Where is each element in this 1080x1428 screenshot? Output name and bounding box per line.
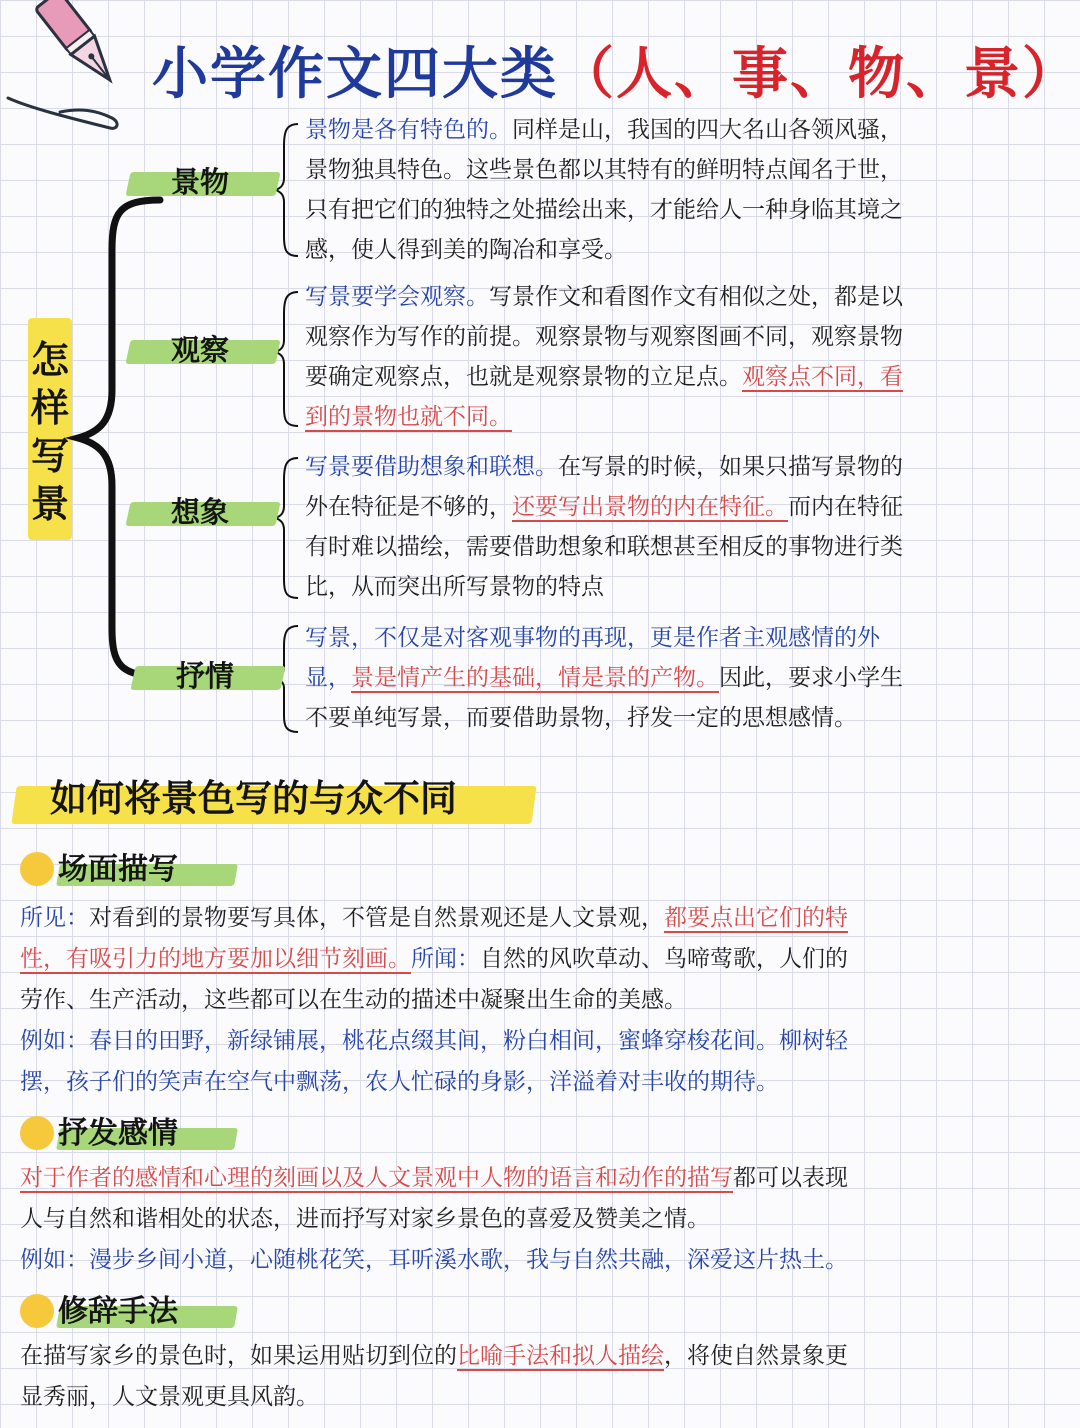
text-line — [305, 190, 1065, 230]
category-text-shuqing — [305, 618, 1065, 738]
text-segment: 要确定观察点，也就是观察景物的立足点。 — [305, 364, 742, 390]
text-segment: 有时难以描绘，需要借助想象和联想甚至相反的事物进行类 — [305, 534, 903, 560]
text-segment: 观察作为写作的前提。观察景物与观察图画不同，观察景物 — [305, 324, 903, 350]
side-title: 怎样写景 — [30, 338, 69, 526]
text-line — [305, 527, 1065, 567]
text-line — [305, 487, 1065, 527]
title-sub: （人、事、物、景） — [558, 42, 1080, 107]
bullet-dot-icon — [20, 1116, 54, 1150]
text-segment: 因此，要求小学生 — [719, 665, 903, 691]
category-label-jingwu: 景物 — [140, 160, 260, 196]
category-label-guancha: 观察 — [140, 328, 260, 364]
paragraph-xiuci — [20, 1336, 1068, 1418]
text-line — [20, 980, 1068, 1021]
bullet-dot-icon — [20, 1294, 54, 1328]
text-line — [305, 618, 1065, 658]
category-label-xiangxiang: 想象 — [140, 490, 260, 526]
underlined-phrase: 都要点出它们的特 — [664, 905, 848, 931]
underlined-phrase: 对于作者的感情和心理的刻画以及人文景观中人物的语言和动作的描写 — [20, 1165, 733, 1191]
text-segment: 同样是山，我国的四大名山各领风骚， — [512, 117, 903, 143]
mindmap-brackets — [0, 0, 320, 760]
text-segment: 都可以表现 — [733, 1165, 848, 1191]
text-segment: 显秀丽，人文景观更具风韵。 — [20, 1384, 319, 1410]
text-segment: 人与自然和谐相处的状态，进而抒写对家乡景色的喜爱及赞美之情。 — [20, 1206, 710, 1232]
highlighted-phrase: 例如：春日的田野，新绿铺展，桃花点缀其间，粉白相间，蜜蜂穿梭花间。柳树轻 — [20, 1028, 848, 1054]
highlighted-phrase: 景物是各有特色的。 — [305, 117, 512, 143]
highlighted-phrase: 摆，孩子们的笑声在空气中飘荡，农人忙碌的身影，洋溢着对丰收的期待。 — [20, 1069, 779, 1095]
underlined-phrase: 观察点不同，看 — [742, 364, 903, 390]
text-segment: 而内在特征 — [788, 494, 903, 520]
text-line — [305, 150, 1065, 190]
text-segment: 景物独具特色。这些景色都以其特有的鲜明特点闻名于世， — [305, 157, 903, 183]
text-line — [305, 698, 1065, 738]
text-line — [305, 230, 1065, 270]
underlined-phrase: 还要写出景物的内在特征。 — [512, 494, 788, 520]
title-main: 小学作文四大类 — [152, 42, 558, 107]
text-segment: 写景作文和看图作文有相似之处，都是以 — [489, 284, 903, 310]
text-line — [20, 1199, 1068, 1240]
highlighted-phrase: 写景，不仅是对客观事物的再现，更是作者主观感情的外 — [305, 625, 880, 651]
text-line — [305, 447, 1065, 487]
text-line — [20, 1062, 1068, 1103]
text-line — [305, 277, 1065, 317]
text-segment: 不要单纯写景，而要借助景物，抒发一定的思想感情。 — [305, 705, 857, 731]
text-segment: 劳作、生产活动，这些都可以在生动的描述中凝聚出生命的美感。 — [20, 987, 687, 1013]
text-line — [20, 1377, 1068, 1418]
underlined-phrase: 比喻手法和拟人描绘 — [457, 1343, 664, 1369]
text-line — [305, 658, 1065, 698]
text-segment: 在写景的时候，如果只描写景物的 — [558, 454, 903, 480]
text-segment: 比，从而突出所写景物的特点 — [305, 574, 604, 600]
category-text-xiangxiang — [305, 447, 1065, 607]
text-segment: 对看到的景物要写具体，不管是自然景观还是人文景观， — [89, 905, 664, 931]
text-segment: 只有把它们的独特之处描绘出来，才能给人一种身临其境之 — [305, 197, 903, 223]
text-segment: ，将使自然景象更 — [664, 1343, 848, 1369]
category-text-jingwu — [305, 110, 1065, 270]
paragraph-changmian — [20, 898, 1068, 1103]
text-segment: 自然的风吹草动、鸟啼莺歌，人们的 — [480, 946, 848, 972]
text-segment: 外在特征是不够的， — [305, 494, 512, 520]
text-line — [305, 317, 1065, 357]
highlighted-phrase: 写景要借助想象和联想。 — [305, 454, 558, 480]
bullet-dot-icon — [20, 852, 54, 886]
text-line — [305, 567, 1065, 607]
highlighted-phrase: 显， — [305, 665, 351, 691]
text-line — [20, 1021, 1068, 1062]
text-line — [20, 1240, 1068, 1281]
underlined-phrase: 到的景物也就不同。 — [305, 404, 512, 430]
text-line — [20, 898, 1068, 939]
text-segment: 感，使人得到美的陶冶和享受。 — [305, 237, 627, 263]
underlined-phrase: 性，有吸引力的地方要加以细节刻画。 — [20, 946, 411, 972]
text-line — [305, 397, 1065, 437]
text-line — [20, 1336, 1068, 1377]
highlighted-phrase: 写景要学会观察。 — [305, 284, 489, 310]
underlined-phrase: 景是情产生的基础，情是景的产物。 — [351, 665, 719, 691]
highlighted-phrase: 例如：漫步乡间小道，心随桃花笑，耳听溪水歌，我与自然共融，深爱这片热土。 — [20, 1247, 848, 1273]
paragraph-shufa — [20, 1158, 1068, 1281]
text-segment: 在描写家乡的景色时，如果运用贴切到位的 — [20, 1343, 457, 1369]
text-line — [305, 110, 1065, 150]
section-title: 如何将景色写的与众不同 — [50, 777, 457, 820]
text-line — [20, 1158, 1068, 1199]
highlighted-phrase: 所闻： — [411, 946, 480, 972]
category-label-shuqing: 抒情 — [145, 654, 265, 690]
text-line — [20, 939, 1068, 980]
category-text-guancha — [305, 277, 1065, 437]
text-line — [305, 357, 1065, 397]
highlighted-phrase: 所见： — [20, 905, 89, 931]
